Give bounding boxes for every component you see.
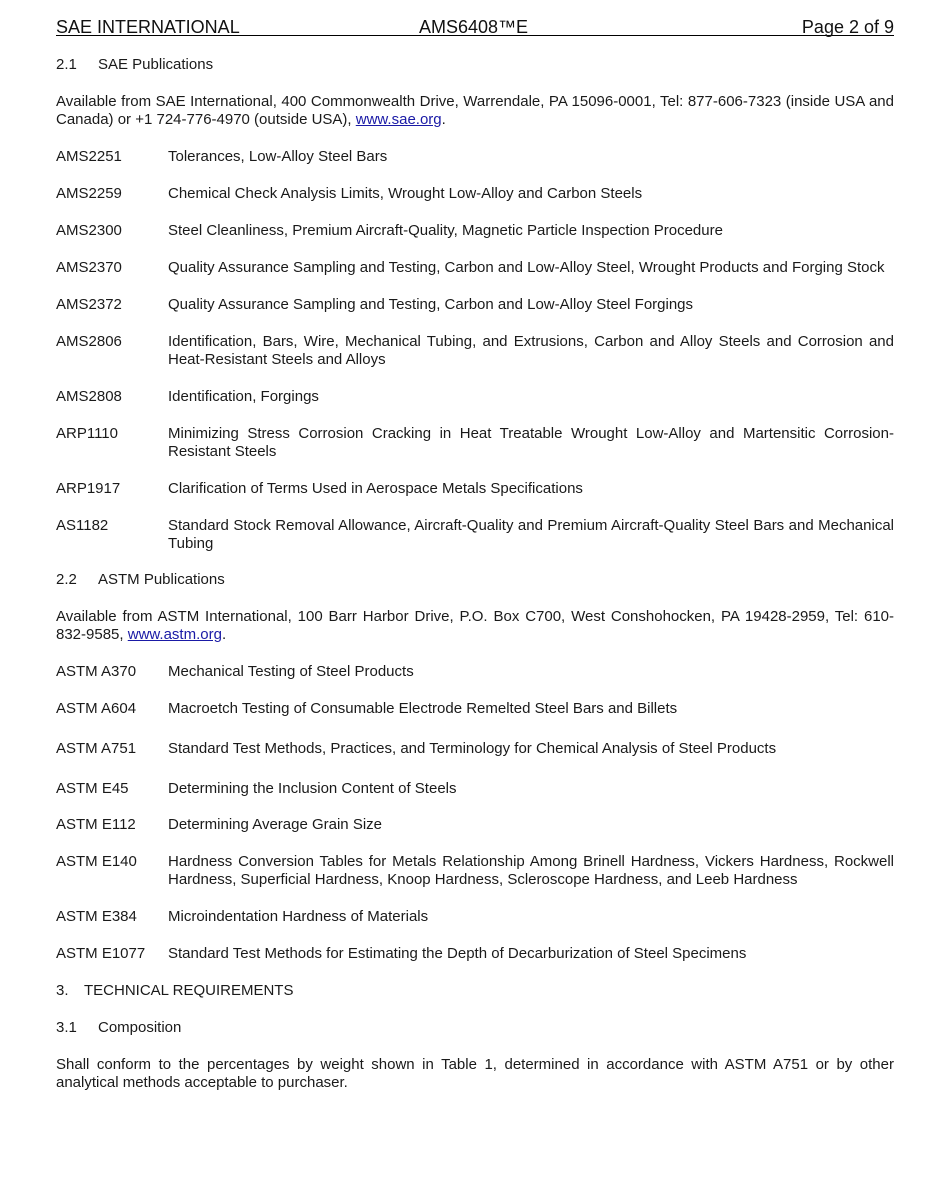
reference-item (56, 517, 894, 553)
reference-code: ASTM A604 (56, 700, 137, 717)
reference-code: ASTM E1077 (56, 945, 146, 962)
reference-item (56, 222, 894, 240)
reference-item (56, 259, 894, 277)
section-title: ASTM Publications (98, 571, 225, 588)
reference-title: Mechanical Testing of Steel Products (168, 663, 414, 680)
reference-code: ARP1110 (56, 425, 118, 442)
reference-code: ASTM E384 (56, 908, 137, 925)
section-number: 3.1 (56, 1019, 77, 1036)
astm-availability (56, 608, 894, 644)
reference-item (56, 148, 894, 166)
reference-item (56, 296, 894, 314)
section-2-1-heading (56, 56, 894, 74)
reference-code: ARP1917 (56, 480, 121, 497)
reference-code: AMS2370 (56, 259, 122, 276)
reference-code: AMS2372 (56, 296, 122, 313)
reference-item (56, 185, 894, 203)
reference-title: Chemical Check Analysis Limits, Wrought Low-Alloy and Carbon Steels (168, 185, 643, 202)
reference-title: Quality Assurance Sampling and Testing, Carbon and Low-Alloy Steel, Wrought Products and Forging Stock (168, 259, 885, 276)
astm-link[interactable]: www.astm.org (127, 626, 222, 643)
reference-item (56, 663, 894, 681)
reference-code: AMS2259 (56, 185, 122, 202)
reference-item (56, 480, 894, 498)
reference-code: AMS2300 (56, 222, 122, 239)
reference-title: Determining Average Grain Size (168, 816, 382, 833)
page-header (56, 0, 894, 36)
reference-title: Steel Cleanliness, Premium Aircraft-Quality, Magnetic Particle Inspection Procedure (168, 222, 723, 239)
reference-item (56, 700, 894, 718)
availability-text: Available from SAE International, 400 Commonwealth Drive, Warrendale, PA 15096-0001, Tel: 877-606-7323 (inside USA and Canada) or +1 724-776-4970 (outside USA), (56, 93, 894, 128)
reference-code: AMS2808 (56, 388, 122, 405)
reference-item (56, 816, 894, 834)
reference-title: Identification, Forgings (168, 388, 319, 405)
section-3-1-heading (56, 1019, 894, 1037)
section-2-2-heading (56, 571, 894, 589)
reference-title: Microindentation Hardness of Materials (168, 908, 429, 925)
reference-code: ASTM E45 (56, 780, 129, 797)
reference-code: ASTM A370 (56, 663, 137, 680)
reference-code: AMS2806 (56, 333, 122, 350)
reference-item (56, 333, 894, 369)
reference-title: Standard Stock Removal Allowance, Aircraft-Quality and Premium Aircraft-Quality Steel Bars and Mechanical Tubing (168, 517, 894, 552)
reference-code: ASTM A751 (56, 740, 137, 757)
reference-code: ASTM E112 (56, 816, 136, 833)
reference-code: AMS2251 (56, 148, 122, 165)
reference-title: Quality Assurance Sampling and Testing, Carbon and Low-Alloy Steel Forgings (168, 296, 694, 313)
section-title: Composition (98, 1019, 182, 1036)
sae-link[interactable]: www.sae.org (355, 111, 442, 128)
header-organization: SAE INTERNATIONAL (56, 17, 240, 37)
reference-title: Hardness Conversion Tables for Metals Relationship Among Brinell Hardness, Vickers Hardness, Rockwell Hardness, Superficial Hardness, Knoop Hardness, Scleroscope Hardness, and Leeb Hardness (168, 853, 894, 888)
section-3-heading (56, 982, 894, 1000)
reference-item (56, 853, 894, 889)
reference-item (56, 740, 894, 758)
reference-title: Minimizing Stress Corrosion Cracking in Heat Treatable Wrought Low-Alloy and Martensitic Corrosion-Resistant Steels (168, 425, 894, 460)
reference-title: Macroetch Testing of Consumable Electrode Remelted Steel Bars and Billets (168, 700, 678, 717)
reference-item (56, 908, 894, 926)
header-document-number: AMS6408™E (419, 17, 529, 37)
reference-item (56, 425, 894, 461)
section-title: TECHNICAL REQUIREMENTS (84, 982, 294, 999)
reference-title: Identification, Bars, Wire, Mechanical Tubing, and Extrusions, Carbon and Alloy Steels and Corrosion and Heat-Resistant Steels and Alloys (168, 333, 894, 368)
sae-availability (56, 93, 894, 129)
reference-title: Clarification of Terms Used in Aerospace Metals Specifications (168, 480, 583, 497)
reference-title: Tolerances, Low-Alloy Steel Bars (168, 148, 388, 165)
reference-title: Standard Test Methods for Estimating the Depth of Decarburization of Steel Specimens (168, 945, 747, 962)
reference-item (56, 780, 894, 798)
reference-item (56, 945, 894, 963)
section-number: 3. (56, 982, 69, 999)
reference-title: Determining the Inclusion Content of Steels (168, 780, 457, 797)
reference-item (56, 388, 894, 406)
section-title: SAE Publications (98, 56, 214, 73)
document-page (56, 0, 894, 1092)
link-suffix: . (221, 626, 227, 643)
availability-text: Available from ASTM International, 100 Barr Harbor Drive, P.O. Box C700, West Conshohocken, PA 19428-2959, Tel: 610-832-9585, (56, 608, 894, 643)
reference-code: AS1182 (56, 517, 109, 534)
section-number: 2.1 (56, 56, 77, 73)
link-suffix: . (441, 111, 446, 128)
reference-code: ASTM E140 (56, 853, 137, 870)
reference-title: Standard Test Methods, Practices, and Terminology for Chemical Analysis of Steel Products (168, 740, 777, 757)
section-number: 2.2 (56, 571, 77, 588)
composition-text: Shall conform to the percentages by weight shown in Table 1, determined in accordance with ASTM A751 or by other analytical methods acceptable to purchaser. (56, 1056, 894, 1091)
header-page-number: Page 2 of 9 (801, 17, 894, 37)
